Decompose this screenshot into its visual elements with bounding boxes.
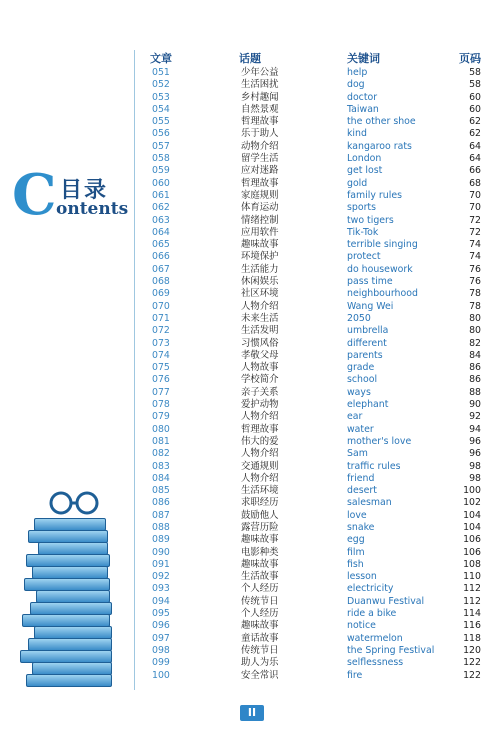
entry-page: 68 [469, 177, 481, 189]
entry-page: 76 [469, 276, 481, 288]
entry-page: 122 [463, 669, 481, 681]
toc-entry[interactable] [150, 227, 485, 239]
toc-list [150, 67, 485, 682]
entry-keyword: traffic rules [347, 460, 401, 472]
entry-page: 94 [469, 423, 481, 435]
entry-number: 064 [152, 226, 170, 238]
entry-topic: 留学生活 [241, 153, 279, 165]
entry-number: 065 [152, 239, 170, 251]
entry-page: 64 [469, 140, 481, 152]
entry-keyword: lesson [347, 571, 377, 583]
entry-number: 098 [152, 644, 170, 656]
entry-number: 086 [152, 497, 170, 509]
toc-entry[interactable] [150, 374, 485, 386]
entry-number: 095 [152, 608, 170, 620]
entry-keyword: neighbourhood [347, 288, 418, 300]
entry-page: 92 [469, 411, 481, 423]
entry-page: 78 [469, 300, 481, 312]
entry-page: 72 [469, 214, 481, 226]
entry-keyword: desert [347, 485, 377, 497]
entry-keyword: London [347, 153, 382, 165]
entry-keyword: electricity [347, 583, 394, 595]
toc-entry[interactable] [150, 67, 485, 79]
entry-keyword: salesman [347, 497, 392, 509]
entry-keyword: water [347, 423, 374, 435]
entry-topic: 趣味故事 [241, 534, 279, 546]
entry-page: 58 [469, 67, 481, 78]
entry-page: 76 [469, 263, 481, 275]
toc-entry[interactable] [150, 128, 485, 140]
entry-topic: 电影种类 [241, 546, 279, 558]
toc-entry[interactable] [150, 362, 485, 374]
entry-keyword: different [347, 337, 387, 349]
entry-keyword: notice [347, 620, 376, 632]
toc-entry[interactable] [150, 276, 485, 288]
entry-number: 075 [152, 362, 170, 374]
divider-line [134, 50, 135, 690]
entry-page: 118 [463, 632, 481, 644]
entry-keyword: elephant [347, 399, 389, 411]
glasses-icon [44, 490, 104, 516]
toc-entry[interactable] [150, 141, 485, 153]
entry-page: 114 [463, 608, 481, 620]
entry-number: 100 [152, 669, 170, 681]
entry-topic: 爱护动物 [241, 399, 279, 411]
toc-entry[interactable] [150, 288, 485, 300]
entry-keyword: gold [347, 177, 368, 189]
entry-keyword: mother's love [347, 435, 412, 447]
entry-number: 076 [152, 374, 170, 386]
entry-topic: 安全常识 [241, 669, 279, 681]
entry-topic: 人物介绍 [241, 448, 279, 460]
entry-topic: 生活故事 [241, 571, 279, 583]
toc-entry[interactable] [150, 436, 485, 448]
entry-number: 067 [152, 263, 170, 275]
entry-page: 112 [463, 595, 481, 607]
entry-number: 090 [152, 546, 170, 558]
entry-number: 078 [152, 399, 170, 411]
entry-keyword: ways [347, 386, 371, 398]
entry-number: 059 [152, 165, 170, 177]
entry-topic: 体育运动 [241, 202, 279, 214]
toc-entry[interactable] [150, 485, 485, 497]
toc-entry[interactable] [150, 608, 485, 620]
entry-page: 62 [469, 116, 481, 128]
entry-page: 106 [463, 534, 481, 546]
entry-keyword: terrible singing [347, 239, 418, 251]
toc-entry[interactable] [150, 239, 485, 251]
entry-keyword: snake [347, 521, 375, 533]
entry-number: 079 [152, 411, 170, 423]
entry-topic: 休闲娱乐 [241, 276, 279, 288]
logo-letter: C [12, 162, 57, 228]
entry-keyword: friend [347, 472, 375, 484]
entry-topic: 童话故事 [241, 632, 279, 644]
header-topic: 话题 [239, 52, 261, 65]
entry-page: 90 [469, 399, 481, 411]
entry-page: 82 [469, 337, 481, 349]
entry-keyword: umbrella [347, 325, 389, 337]
entry-keyword: fire [347, 669, 363, 681]
entry-topic: 环境保护 [241, 251, 279, 263]
entry-keyword: Taiwan [347, 103, 379, 115]
entry-number: 087 [152, 509, 170, 521]
entry-topic: 人物介绍 [241, 300, 279, 312]
book-spine [26, 674, 112, 687]
entry-page: 84 [469, 349, 481, 361]
contents-logo [12, 162, 134, 255]
entry-topic: 哲理故事 [241, 116, 279, 128]
entry-number: 091 [152, 558, 170, 570]
header-page: 页码 [459, 52, 481, 65]
entry-topic: 哲理故事 [241, 423, 279, 435]
toc-entry[interactable] [150, 633, 485, 645]
entry-keyword: sports [347, 202, 376, 214]
entry-number: 066 [152, 251, 170, 263]
entry-page: 98 [469, 460, 481, 472]
entry-page: 60 [469, 103, 481, 115]
toc-entry[interactable] [150, 153, 485, 165]
entry-keyword: ear [347, 411, 363, 423]
entry-topic: 生活困扰 [241, 79, 279, 91]
entry-topic: 个人经历 [241, 608, 279, 620]
entry-keyword: family rules [347, 189, 402, 201]
entry-keyword: Wang Wei [347, 300, 394, 312]
entry-keyword: Duanwu Festival [347, 595, 425, 607]
entry-keyword: dog [347, 79, 365, 91]
toc-entry[interactable] [150, 387, 485, 399]
entry-keyword: Sam [347, 448, 368, 460]
toc-entry[interactable] [150, 559, 485, 571]
entry-number: 077 [152, 386, 170, 398]
entry-page: 108 [463, 558, 481, 570]
entry-keyword: do housework [347, 263, 413, 275]
toc-entry[interactable] [150, 190, 485, 202]
entry-page: 86 [469, 362, 481, 374]
logo-subtitle: ontents [56, 199, 129, 219]
entry-page: 110 [463, 571, 481, 583]
entry-number: 093 [152, 583, 170, 595]
entry-number: 062 [152, 202, 170, 214]
book-stack-illustration [20, 490, 120, 690]
entry-keyword: 2050 [347, 312, 371, 324]
entry-number: 096 [152, 620, 170, 632]
toc-entry[interactable] [150, 178, 485, 190]
entry-page: 106 [463, 546, 481, 558]
entry-number: 063 [152, 214, 170, 226]
entry-topic: 传统节日 [241, 644, 279, 656]
entry-keyword: grade [347, 362, 375, 374]
entry-keyword: kind [347, 128, 367, 140]
entry-topic: 求职经历 [241, 497, 279, 509]
entry-page: 102 [463, 497, 481, 509]
entry-page: 64 [469, 153, 481, 165]
entry-keyword: egg [347, 534, 365, 546]
entry-topic: 个人经历 [241, 583, 279, 595]
entry-number: 051 [152, 67, 170, 78]
toc-entry[interactable] [150, 461, 485, 473]
entry-topic: 人物介绍 [241, 411, 279, 423]
entry-number: 053 [152, 91, 170, 103]
entry-page: 66 [469, 165, 481, 177]
entry-keyword: the Spring Festival [347, 644, 435, 656]
entry-keyword: help [347, 67, 368, 78]
entry-number: 055 [152, 116, 170, 128]
entry-keyword: get lost [347, 165, 383, 177]
toc-entry[interactable] [150, 645, 485, 657]
entry-number: 094 [152, 595, 170, 607]
entry-number: 092 [152, 571, 170, 583]
entry-keyword: love [347, 509, 367, 521]
entry-keyword: the other shoe [347, 116, 416, 128]
toc-entry[interactable] [150, 497, 485, 509]
toc-entry[interactable] [150, 165, 485, 177]
entry-keyword: selflessness [347, 657, 404, 669]
entry-number: 071 [152, 312, 170, 324]
entry-page: 70 [469, 189, 481, 201]
logo-title: 目录 [60, 178, 109, 203]
entry-page: 80 [469, 325, 481, 337]
entry-keyword: watermelon [347, 632, 403, 644]
entry-topic: 社区环境 [241, 288, 279, 300]
entry-number: 060 [152, 177, 170, 189]
entry-number: 099 [152, 657, 170, 669]
toc-entry[interactable] [150, 338, 485, 350]
entry-number: 072 [152, 325, 170, 337]
entry-topic: 学校简介 [241, 374, 279, 386]
toc-entry[interactable] [150, 215, 485, 227]
entry-page: 78 [469, 288, 481, 300]
entry-number: 056 [152, 128, 170, 140]
entry-topic: 习惯风俗 [241, 337, 279, 349]
entry-number: 085 [152, 485, 170, 497]
entry-page: 70 [469, 202, 481, 214]
toc-entry[interactable] [150, 670, 485, 682]
entry-page: 74 [469, 251, 481, 263]
entry-page: 74 [469, 239, 481, 251]
entry-topic: 家庭规则 [241, 189, 279, 201]
entry-topic: 应用软件 [241, 226, 279, 238]
entry-keyword: film [347, 546, 365, 558]
entry-number: 058 [152, 153, 170, 165]
entry-keyword: school [347, 374, 378, 386]
toc-entry[interactable] [150, 301, 485, 313]
entry-topic: 助人为乐 [241, 657, 279, 669]
entry-topic: 生活能力 [241, 263, 279, 275]
entry-keyword: protect [347, 251, 381, 263]
entry-topic: 生活环境 [241, 485, 279, 497]
toc-entry[interactable] [150, 510, 485, 522]
toc-entry[interactable] [150, 571, 485, 583]
entry-topic: 人物介绍 [241, 472, 279, 484]
toc-entry[interactable] [150, 473, 485, 485]
entry-number: 074 [152, 349, 170, 361]
toc-entry[interactable] [150, 620, 485, 632]
entry-keyword: kangaroo rats [347, 140, 412, 152]
toc-entry[interactable] [150, 251, 485, 263]
entry-page: 96 [469, 448, 481, 460]
toc-entry[interactable] [150, 264, 485, 276]
entry-page: 100 [463, 485, 481, 497]
entry-number: 073 [152, 337, 170, 349]
entry-topic: 伟大的爱 [241, 435, 279, 447]
entry-topic: 乡村趣闻 [241, 91, 279, 103]
toc-entry[interactable] [150, 534, 485, 546]
toc-entry[interactable] [150, 92, 485, 104]
toc-entry[interactable] [150, 399, 485, 411]
toc-entry[interactable] [150, 596, 485, 608]
entry-topic: 传统节日 [241, 595, 279, 607]
entry-topic: 未来生活 [241, 312, 279, 324]
entry-topic: 少年公益 [241, 67, 279, 78]
entry-keyword: doctor [347, 91, 378, 103]
toc-entry[interactable] [150, 116, 485, 128]
entry-number: 054 [152, 103, 170, 115]
header-keyword: 关键词 [347, 52, 380, 65]
entry-topic: 情绪控制 [241, 214, 279, 226]
entry-number: 052 [152, 79, 170, 91]
entry-topic: 生活发明 [241, 325, 279, 337]
entry-number: 068 [152, 276, 170, 288]
toc-entry[interactable] [150, 202, 485, 214]
entry-keyword: pass time [347, 276, 393, 288]
toc-entry[interactable] [150, 657, 485, 669]
entry-keyword: Tik-Tok [347, 226, 379, 238]
toc-entry[interactable] [150, 583, 485, 595]
toc-entry[interactable] [150, 104, 485, 116]
toc-entry[interactable] [150, 350, 485, 362]
toc-entry[interactable] [150, 411, 485, 423]
header-article: 文章 [150, 52, 172, 65]
entry-page: 116 [463, 620, 481, 632]
entry-topic: 自然景观 [241, 103, 279, 115]
entry-page: 86 [469, 374, 481, 386]
entry-topic: 哲理故事 [241, 177, 279, 189]
entry-page: 62 [469, 128, 481, 140]
entry-page: 98 [469, 472, 481, 484]
entry-topic: 鼓励他人 [241, 509, 279, 521]
entry-topic: 亲子关系 [241, 386, 279, 398]
entry-number: 089 [152, 534, 170, 546]
entry-page: 72 [469, 226, 481, 238]
entry-keyword: two tigers [347, 214, 394, 226]
toc-entry[interactable] [150, 448, 485, 460]
entry-number: 088 [152, 521, 170, 533]
entry-topic: 趣味故事 [241, 620, 279, 632]
entry-topic: 交通规则 [241, 460, 279, 472]
entry-topic: 人物故事 [241, 362, 279, 374]
entry-page: 122 [463, 657, 481, 669]
entry-topic: 乐于助人 [241, 128, 279, 140]
entry-topic: 孝敬父母 [241, 349, 279, 361]
entry-topic: 露营历险 [241, 521, 279, 533]
entry-page: 88 [469, 386, 481, 398]
entry-topic: 应对迷路 [241, 165, 279, 177]
entry-number: 080 [152, 423, 170, 435]
toc-entry[interactable] [150, 313, 485, 325]
entry-page: 112 [463, 583, 481, 595]
entry-number: 081 [152, 435, 170, 447]
entry-topic: 趣味故事 [241, 239, 279, 251]
page-number: II [240, 705, 264, 721]
entry-number: 070 [152, 300, 170, 312]
entry-number: 069 [152, 288, 170, 300]
entry-page: 96 [469, 435, 481, 447]
toc-entry[interactable] [150, 424, 485, 436]
entry-number: 083 [152, 460, 170, 472]
entry-keyword: ride a bike [347, 608, 397, 620]
toc-entry[interactable] [150, 79, 485, 91]
entry-keyword: parents [347, 349, 383, 361]
entry-number: 097 [152, 632, 170, 644]
entry-page: 104 [463, 509, 481, 521]
toc-entry[interactable] [150, 325, 485, 337]
toc-header [150, 50, 485, 66]
entry-keyword: fish [347, 558, 364, 570]
entry-topic: 趣味故事 [241, 558, 279, 570]
entry-page: 58 [469, 79, 481, 91]
toc-entry[interactable] [150, 547, 485, 559]
toc-entry[interactable] [150, 522, 485, 534]
entry-number: 082 [152, 448, 170, 460]
entry-number: 084 [152, 472, 170, 484]
entry-number: 057 [152, 140, 170, 152]
entry-number: 061 [152, 189, 170, 201]
entry-page: 120 [463, 644, 481, 656]
entry-topic: 动物介绍 [241, 140, 279, 152]
entry-page: 60 [469, 91, 481, 103]
entry-page: 80 [469, 312, 481, 324]
entry-page: 104 [463, 521, 481, 533]
